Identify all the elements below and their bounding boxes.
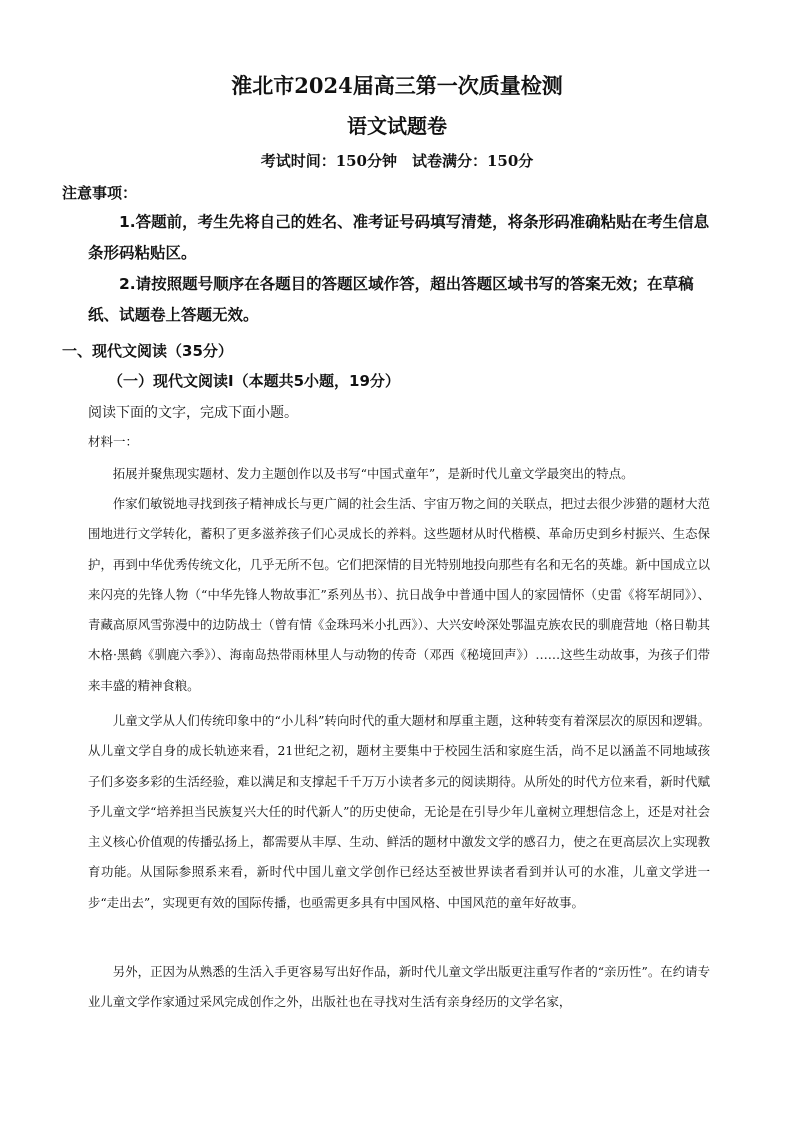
notice-heading: 注意事项：	[62, 184, 138, 202]
exam-info: 考试时间：150分钟 试卷满分：150分	[260, 152, 534, 170]
exam-title: 淮北市2024届高三第一次质量检测	[231, 73, 563, 98]
passage-paragraph-4: 另外，正因为从熟悉的生活入手更容易写出好作品，新时代儿童文学出版更注重写作者的“亲历性”。在约请专业儿童文学作家通过采风完成创作之外，出版社也在寻找对生活有亲身经历的文学名家，	[88, 964, 710, 1010]
notice-item-2: 2.请按照题号顺序在各题目的答题区域作答，超出答题区域书写的答案无效；在草稿纸、试题卷上答题无效。	[88, 275, 694, 324]
passage-paragraph-2: 作家们敏锐地寻找到孩子精神成长与更广阔的社会生活、宇宙万物之间的关联点，把过去很少涉猎的题材大范围地进行文学转化，蓄积了更多滋养孩子们心灵成长的养料。这些题材从时代楷模、革命历史到乡村振兴、生态保护，再到中华优秀传统文化，几乎无所不包。它们把深情的目光特别地投向那些有名和无名的英雄。新中国成立以来闪亮的先锋人物（“中华先锋人物故事汇”系列丛书）、抗日战争中普通中国人的家园情怀（史雷《将军胡同》）、青藏高原风雪弥漫中的边防战士（曾有情《金珠玛米小扎西》）、大兴安岭深处鄂温克族农民的驯鹿营地（格日勒其木格·黑鹤《驯鹿六季》）、海南岛热带雨林里人与动物的传奇（邓西《秘境回声》）……这些生动故事，为孩子们带来丰盛的精神食粮。	[88, 496, 710, 693]
exam-subtitle: 语文试题卷	[347, 114, 447, 138]
notice-item-1: 1.答题前，考生先将自己的姓名、准考证号码填写清楚，将条形码准确粘贴在考生信息条形码粘贴区。	[88, 213, 710, 262]
reading-instruction: 阅读下面的文字，完成下面小题。	[88, 405, 298, 421]
passage-paragraph-1: 拓展并聚焦现实题材、发力主题创作以及书写“中国式童年”，是新时代儿童文学最突出的特点。	[112, 466, 634, 481]
section-heading: 一、现代文阅读（35分）	[62, 342, 233, 360]
passage-paragraph-3: 儿童文学从人们传统印象中的“小儿科”转向时代的重大题材和厚重主题，这种转变有着深层次的原因和逻辑。从儿童文学自身的成长轨迹来看，21世纪之初，题材主要集中于校园生活和家庭生活，尚不足以涵盖不同地域孩子们多姿多彩的生活经验，难以满足和支撑起千千万万小读者多元的阅读期待。从所处的时代方位来看，新时代赋予儿童文学“培养担当民族复兴大任的时代新人”的历史使命，无论是在引导少年儿童树立理想信念上，还是对社会主义核心价值观的传播弘扬上，都需要从丰厚、生动、鲜活的题材中激发文学的感召力，使之在更高层次上实现教育功能。从国际参照系来看，新时代中国儿童文学创作已经达至被世界读者看到并认可的水准，儿童文学进一步“走出去”，实现更有效的国际传播，也亟需更多具有中国风格、中国风范的童年好故事。	[88, 713, 710, 910]
subsection-heading: （一）现代文阅读Ⅰ（本题共5小题，19分）	[108, 372, 400, 390]
material-label: 材料一：	[88, 434, 139, 449]
